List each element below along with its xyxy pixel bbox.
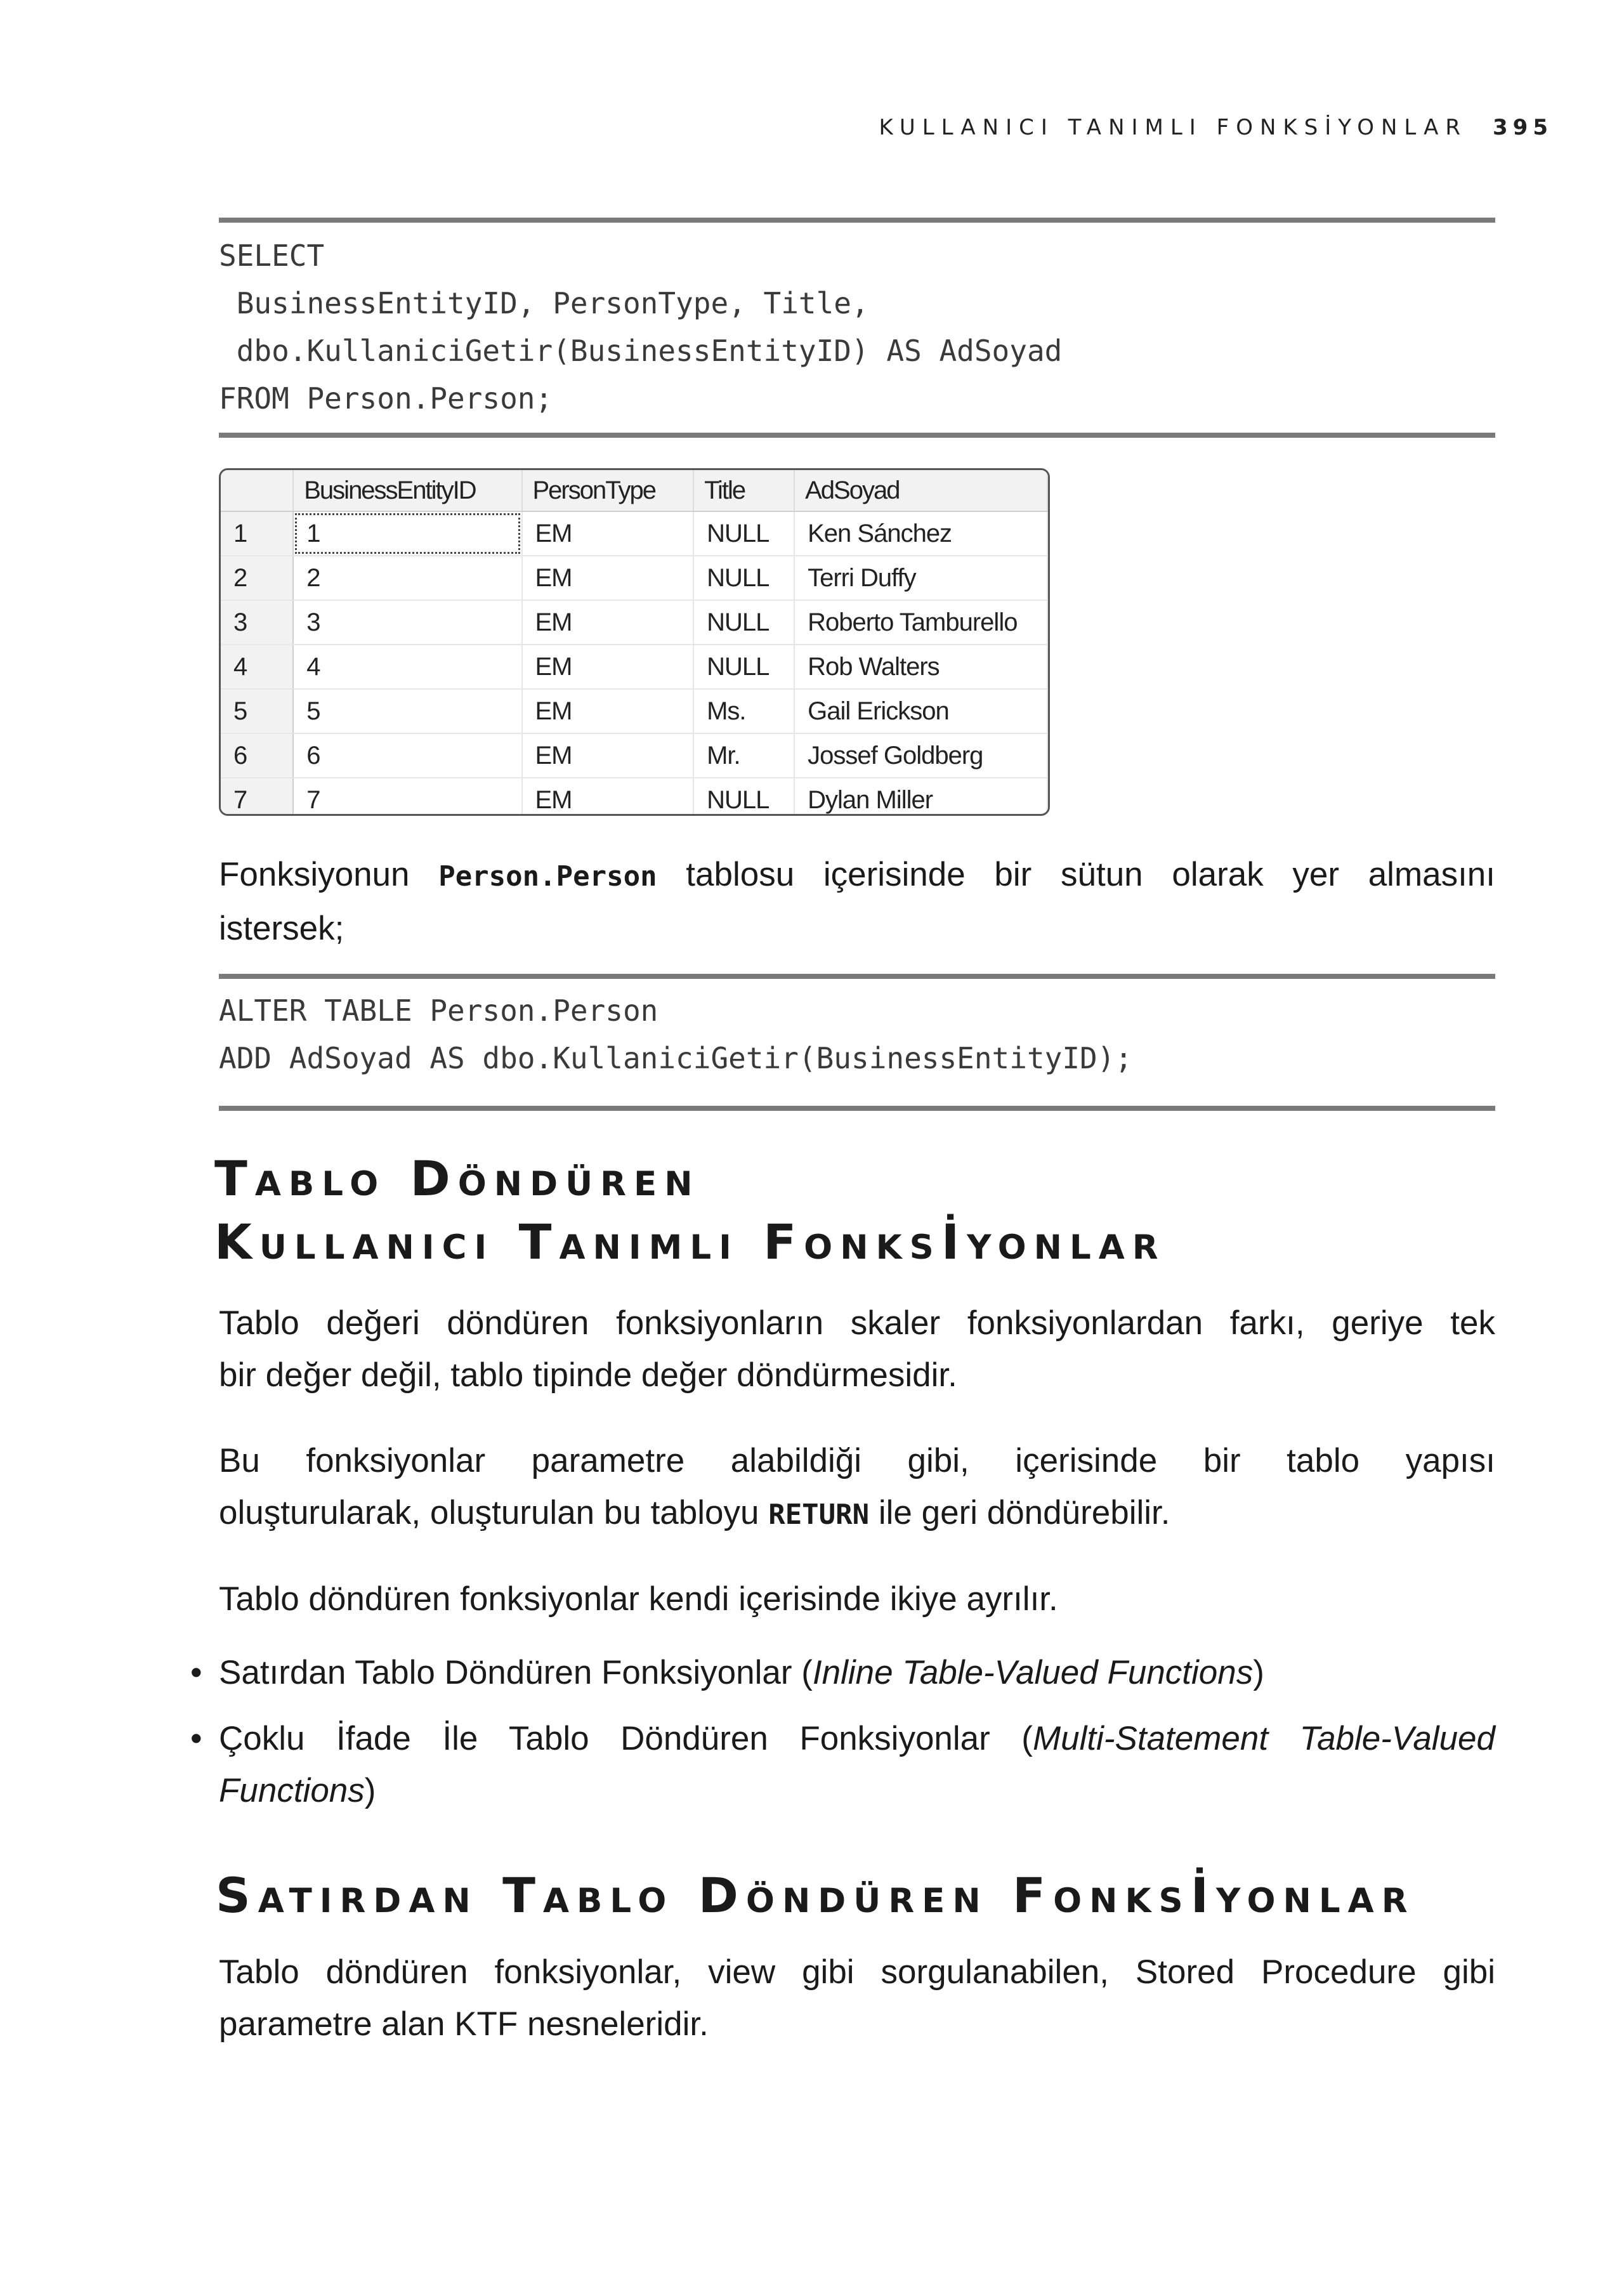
result-header-row [221,470,1047,511]
code-block-alter: ALTER TABLE Person.Person ADD AdSoyad AS dbo.KullaniciGetir(BusinessEntityID); [219,993,1133,1075]
row-number: 3 [221,600,293,645]
table-row [221,689,1047,733]
paragraph-parameters: Bu fonksiyonlar parametre alabildiği gibi, içerisinde bir tablo yapısı oluşturularak, oluşturulan bu tabloyu RETURN ile geri döndürebilir. [219,1442,1495,1531]
table-cell: 5 [293,689,521,733]
bullet-marker: • [190,1654,202,1691]
query-result-grid [219,468,1050,816]
inline-code: Person.Person [438,860,657,893]
column-header: AdSoyad [794,470,1047,511]
paragraph-table-valued-intro: Tablo değeri döndüren fonksiyonların skaler fonksiyonlardan farkı, geriye tek bir değer değil, tablo tipinde değer döndürmesidir. [219,1304,1495,1394]
column-header [221,470,293,511]
inline-code: RETURN [768,1498,870,1531]
table-row [221,778,1047,816]
table-cell: 3 [293,600,521,645]
table-cell: Dylan Miller [794,778,1047,816]
column-header: Title [693,470,794,511]
code-rule-top [219,218,1495,223]
row-number: 2 [221,556,293,600]
table-cell: EM [522,511,694,556]
code-rule-bottom [219,433,1495,438]
table-row [221,600,1047,645]
table-row [221,645,1047,689]
table-cell: NULL [693,645,794,689]
table-cell: 7 [293,778,521,816]
paragraph-two-types: Tablo döndüren fonksiyonlar kendi içerisinde ikiye ayrılır. [219,1580,1058,1618]
table-cell: EM [522,556,694,600]
result-table [221,470,1048,816]
code-rule-top [219,974,1495,979]
table-row [221,556,1047,600]
table-cell: EM [522,600,694,645]
header-title: KULLANICI TANIMLI FONKSİYONLAR [879,115,1468,140]
row-number: 6 [221,733,293,778]
running-header [879,115,1553,140]
paragraph-person-column: Fonksiyonun Person.Person tablosu içerisinde bir sütun olarak yer almasını istersek; [219,856,1495,947]
table-row [221,733,1047,778]
column-header: PersonType [522,470,694,511]
table-cell: EM [522,689,694,733]
table-cell: Rob Walters [794,645,1047,689]
row-number: 7 [221,778,293,816]
table-cell: Mr. [693,733,794,778]
table-cell: NULL [693,778,794,816]
list-item: Satırdan Tablo Döndüren Fonksiyonlar (Inline Table-Valued Functions) [219,1654,1264,1691]
table-cell: NULL [693,600,794,645]
table-cell: EM [522,733,694,778]
table-cell: Terri Duffy [794,556,1047,600]
table-cell: Jossef Goldberg [794,733,1047,778]
table-cell: Ken Sánchez [794,511,1047,556]
table-cell: 4 [293,645,521,689]
row-number: 5 [221,689,293,733]
table-cell: NULL [693,511,794,556]
code-rule-bottom [219,1106,1495,1111]
code-block-select: SELECT BusinessEntityID, PersonType, Title, dbo.KullaniciGetir(BusinessEntityID) AS AdSoyad FROM Person.Person; [219,239,1063,416]
table-row [221,511,1047,556]
table-cell: EM [522,645,694,689]
section-heading: Tablo Döndüren Kullanıcı Tanımlı Fonksİyonlar [214,1150,1166,1270]
bullet-marker: • [190,1720,202,1757]
column-header: BusinessEntityID [293,470,521,511]
table-cell: 6 [293,733,521,778]
table-cell: 2 [293,556,521,600]
paragraph-inline-tvf: Tablo döndüren fonksiyonlar, view gibi sorgulanabilen, Stored Procedure gibi parametre alan KTF nesneleridir. [219,1953,1495,2043]
table-cell: NULL [693,556,794,600]
table-cell: EM [522,778,694,816]
table-cell: 1 [293,511,521,556]
table-cell: Gail Erickson [794,689,1047,733]
section-heading: Satırdan Tablo Döndüren Fonksİyonlar [216,1867,1415,1924]
row-number: 1 [221,511,293,556]
page-number: 395 [1493,115,1553,140]
row-number: 4 [221,645,293,689]
table-cell: Ms. [693,689,794,733]
list-item: Çoklu İfade İle Tablo Döndüren Fonksiyonlar (Multi-Statement Table-Valued Functions) [219,1720,1496,1809]
table-cell: Roberto Tamburello [794,600,1047,645]
